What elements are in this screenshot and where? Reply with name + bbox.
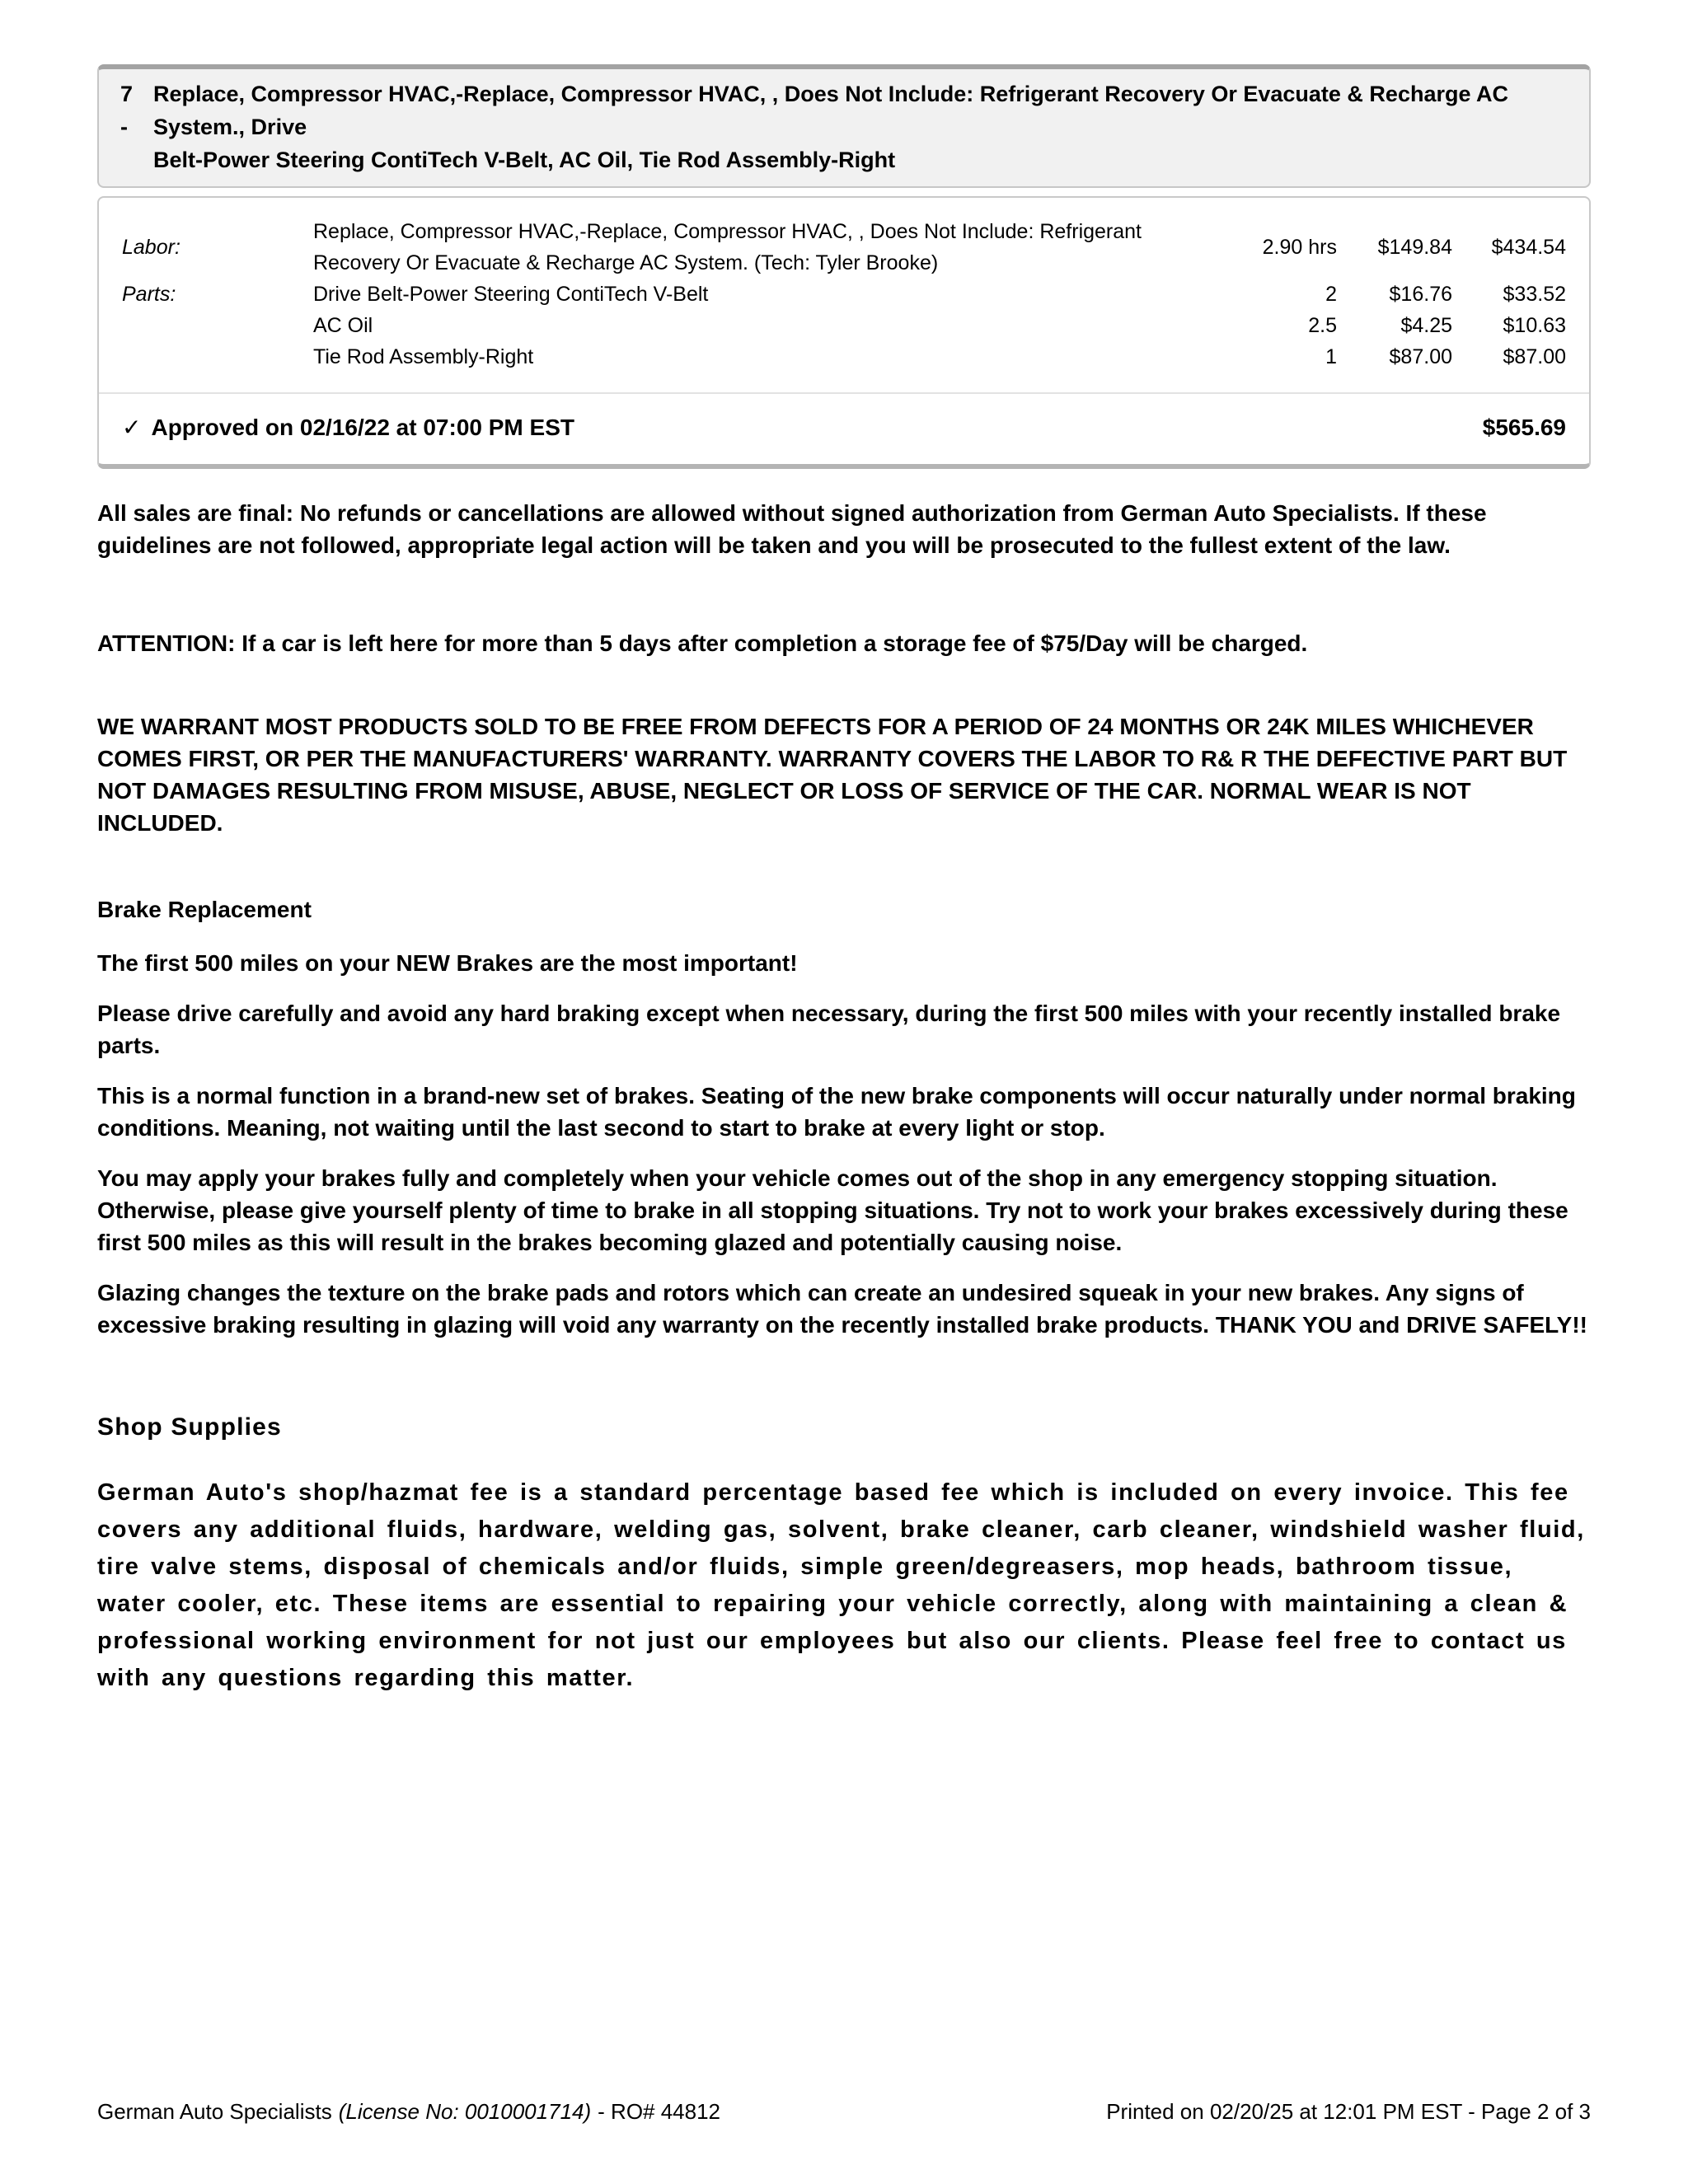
line-item-title-line-2: Belt-Power Steering ContiTech V-Belt, AC Oil, Tie Rod Assembly-Right [153,148,896,172]
part-price: $87.00 [1389,345,1452,368]
part-qty: 2 [1325,283,1337,306]
footer-license-number: (License No: 0010001714) [338,2099,592,2124]
approval-status [122,414,574,441]
line-item-title-line-1: Replace, Compressor HVAC,-Replace, Compressor HVAC, , Does Not Include: Refrigerant Recovery Or Evacuate & Recharge AC System., Drive [153,82,1508,139]
line-item-marker-column [120,77,153,176]
checkmark-icon: ✓ [122,415,142,440]
footer-company-name: German Auto Specialists [97,2099,332,2124]
charges-table [99,198,1589,392]
line-item-number: 7 [120,82,134,106]
labor-label: Labor: [122,236,181,259]
footer-print-info: Printed on 02/20/25 at 12:01 PM EST - Page 2 of 3 [1106,2099,1591,2124]
part-description: Drive Belt-Power Steering ContiTech V-Belt [313,283,709,306]
page-footer [97,2097,1591,2125]
part-price: $16.76 [1389,283,1452,306]
part-qty: 1 [1325,345,1337,368]
brake-paragraph-2: Please drive carefully and avoid any hard braking except when necessary, during the first 500 miles with your recently installed brake parts. [97,1001,1561,1058]
labor-description: Replace, Compressor HVAC,-Replace, Compressor HVAC, , Does Not Include: Refrigerant Recovery Or Evacuate & Recharge AC System. (Tech: Tyler Brooke) [313,220,1142,274]
line-item-continuation-marker: - [120,115,128,139]
part-description: AC Oil [313,314,373,337]
brake-paragraph-1: The first 500 miles on your NEW Brakes are the most important! [97,950,798,976]
labor-hours: 2.90 hrs [1262,236,1337,259]
footer-ro-number: - RO# 44812 [598,2099,721,2124]
parts-label: Parts: [122,283,176,306]
part-price: $4.25 [1400,314,1452,337]
approval-text: Approved on 02/16/22 at 07:00 PM EST [151,415,574,440]
line-item-header [97,64,1591,188]
approval-total: $565.69 [1482,414,1566,440]
brake-paragraph-5: Glazing changes the texture on the brake pads and rotors which can create an undesired squeak in your new brakes. Any signs of excessive braking resulting in glazing will void any warranty on the recently installed brake products. THANK YOU and DRIVE SAFELY!! [97,1280,1587,1338]
shop-supplies-paragraph: German Auto's shop/hazmat fee is a standard percentage based fee which is included on every invoice. This fee covers any additional fluids, hardware, welding gas, solvent, brake cleaner, carb cleaner, windshield washer fluid, tire valve stems, disposal of chemicals and/or fluids, simple green/degreasers, mop heads, bathroom tissue, water cooler, etc. These items are essential to repairing your vehicle correctly, along with maintaining a clean & professional working environment for not just our employees but also our clients. Please feel free to contact us with any questions regarding this matter. [97,1479,1585,1691]
brake-paragraph-3: This is a normal function in a brand-new set of brakes. Seating of the new brake components will occur naturally under normal braking conditions. Meaning, not waiting until the last second to start to brake at every light or stop. [97,1083,1576,1141]
part-qty: 2.5 [1308,314,1337,337]
part-total: $33.52 [1503,283,1566,306]
line-item-body [97,196,1591,469]
attention-storage-fee-notice: ATTENTION: If a car is left here for more than 5 days after completion a storage fee of $75/Day will be charged. [97,630,1308,656]
invoice-line-item-7 [97,64,1591,469]
labor-rate: $149.84 [1377,236,1452,259]
warranty-notice: WE WARRANT MOST PRODUCTS SOLD TO BE FREE FROM DEFECTS FOR A PERIOD OF 24 MONTHS OR 24K MILES WHICHEVER COMES FIRST, OR PER THE MANUFACTURERS' WARRANTY. WARRANTY COVERS THE LABOR TO R& R THE DEFECTIVE PART BUT NOT DAMAGES RESULTING FROM MISUSE, ABUSE, NEGLECT OR LOSS OF SERVICE OF THE CAR. NORMAL WEAR IS NOT INCLUDED. [97,714,1568,836]
line-item-title [153,77,1568,176]
part-total: $10.63 [1503,314,1566,337]
approval-row [99,392,1589,464]
brake-replacement-heading: Brake Replacement [97,897,312,922]
all-sales-final-notice: All sales are final: No refunds or cancellations are allowed without signed authorization from German Auto Specialists. If these guidelines are not followed, appropriate legal action will be taken and you will be prosecuted to the fullest extent of the law. [97,500,1487,558]
footer-company-info [97,2097,720,2125]
labor-total: $434.54 [1491,236,1566,259]
shop-supplies-heading: Shop Supplies [97,1413,282,1441]
part-total: $87.00 [1503,345,1566,368]
brake-paragraph-4: You may apply your brakes fully and completely when your vehicle comes out of the shop in any emergency stopping situation. Otherwise, please give yourself plenty of time to brake in all stopping situations. Try not to work your brakes excessively during these first 500 miles as this will result in the brakes becoming glazed and potentially causing noise. [97,1165,1568,1255]
part-description: Tie Rod Assembly-Right [313,345,534,368]
